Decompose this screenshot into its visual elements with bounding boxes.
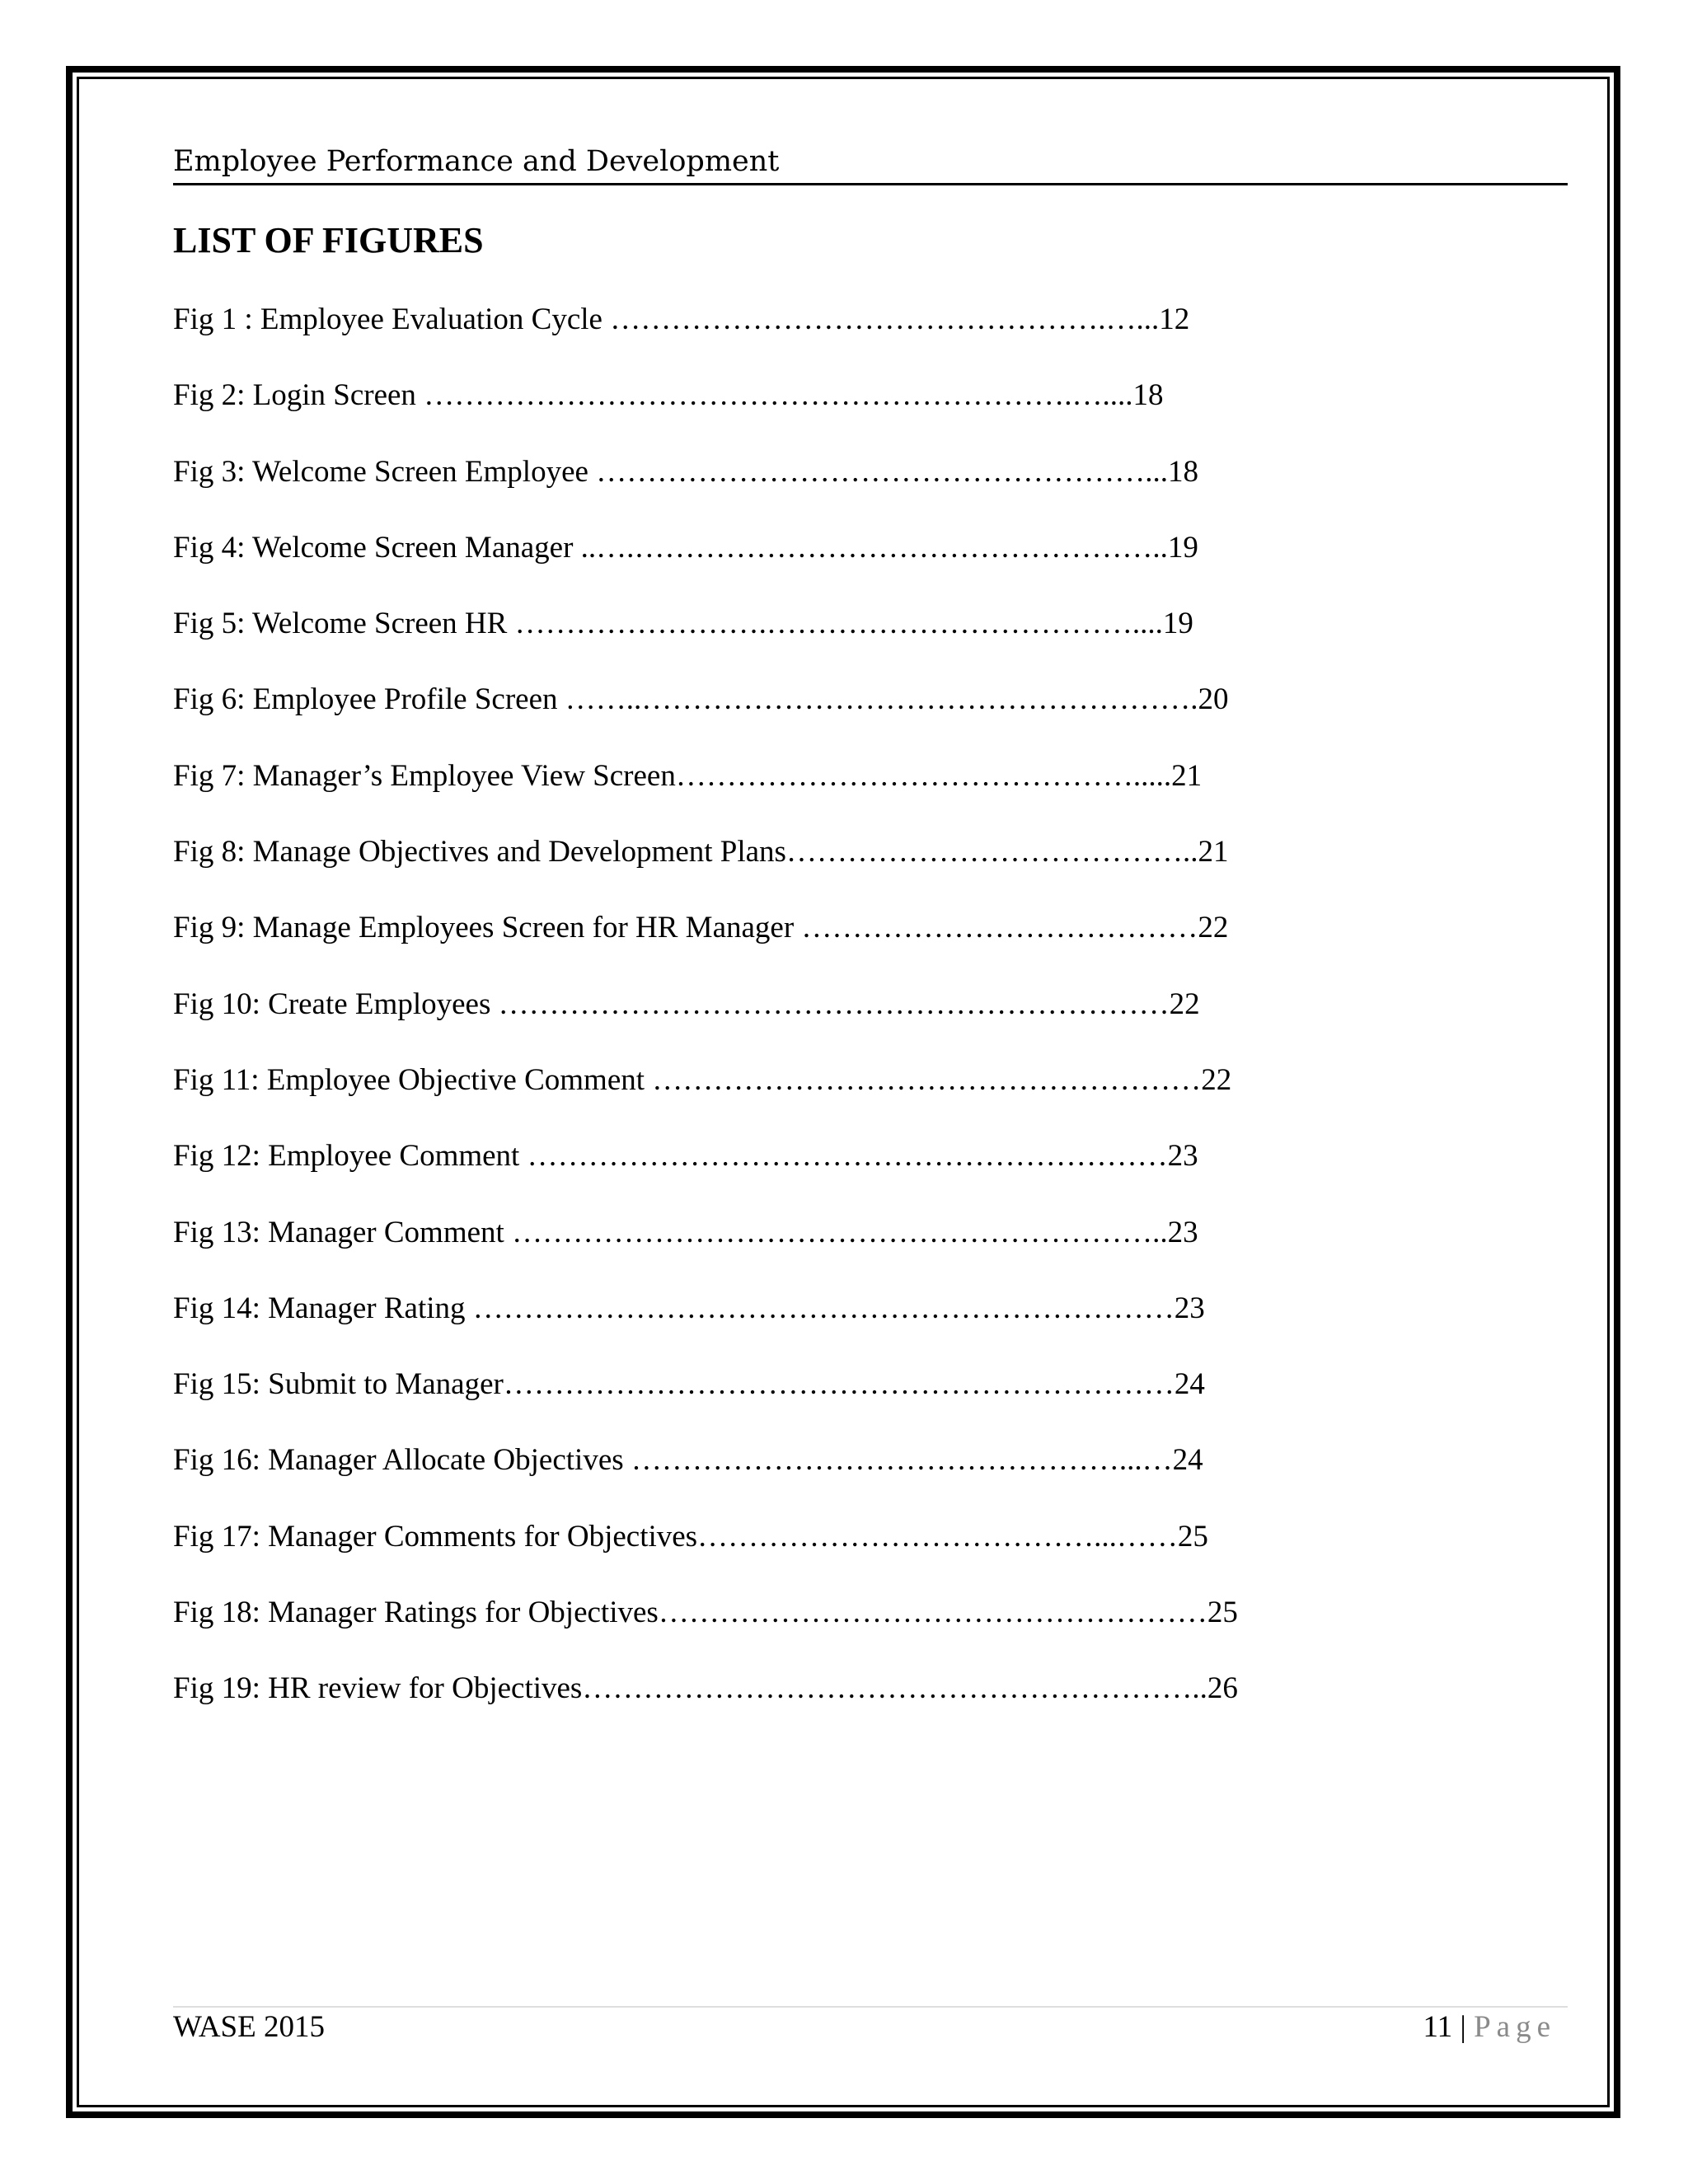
- figure-entry[interactable]: [173, 829, 1327, 905]
- figure-entry-leader: ……………………………………….....: [675, 758, 1172, 793]
- footer-organization: WASE 2015: [173, 2010, 325, 2044]
- figure-entry[interactable]: [173, 1210, 1327, 1286]
- figure-entry-leader: ……………………………………………………………: [472, 1291, 1175, 1325]
- figure-entry-leader: ………………………………………………………: [527, 1139, 1168, 1174]
- figure-entry-page: 26: [1207, 1671, 1238, 1706]
- figure-entry[interactable]: [173, 1666, 1327, 1741]
- figure-entry[interactable]: [173, 1361, 1327, 1437]
- figure-entry-label: Fig 18: Manager Ratings for Objectives: [173, 1596, 659, 1630]
- figure-entry[interactable]: [173, 297, 1327, 373]
- page-number-value: 11: [1423, 2010, 1453, 2044]
- figure-entry-label: Fig 8: Manage Objectives and Development Plans: [173, 835, 786, 869]
- figure-entry-page: 22: [1169, 987, 1200, 1021]
- figure-entry[interactable]: [173, 449, 1327, 525]
- figure-entry-label: Fig 6: Employee Profile Screen: [173, 682, 565, 717]
- figure-entry-page: 12: [1159, 302, 1190, 336]
- figure-entry[interactable]: [173, 1133, 1327, 1209]
- page-word: Page: [1474, 2010, 1556, 2044]
- figure-entry[interactable]: [173, 1514, 1327, 1590]
- figure-entry-leader: …………………………………...……: [697, 1519, 1178, 1554]
- section-title: LIST OF FIGURES: [173, 220, 484, 260]
- figure-entry-label: Fig 19: HR review for Objectives: [173, 1671, 583, 1706]
- figure-entry-page: 25: [1177, 1519, 1208, 1554]
- figure-entry-label: Fig 5: Welcome Screen HR: [173, 607, 515, 641]
- figure-entry-page: 23: [1167, 1215, 1198, 1249]
- page-number-separator: |: [1460, 2010, 1466, 2044]
- figure-entry-label: Fig 11: Employee Objective Comment: [173, 1062, 653, 1097]
- figure-entry-leader: ……..……………………………………………….: [565, 682, 1198, 717]
- figure-entry[interactable]: [173, 1437, 1327, 1513]
- figure-entry-label: Fig 15: Submit to Manager: [173, 1367, 504, 1402]
- figure-entry-leader: …………………………………………...…: [631, 1443, 1173, 1478]
- figure-entry-leader: ..….……………………………………………..: [580, 530, 1168, 565]
- figure-entry-label: Fig 14: Manager Rating: [173, 1291, 473, 1325]
- figure-entry[interactable]: [173, 1286, 1327, 1361]
- figure-entry-page: 20: [1198, 682, 1229, 717]
- figure-entry-label: Fig 16: Manager Allocate Objectives: [173, 1443, 631, 1478]
- figure-entry-label: Fig 4: Welcome Screen Manager: [173, 530, 581, 565]
- figure-entry-label: Fig 12: Employee Comment: [173, 1139, 528, 1174]
- figure-entry[interactable]: [173, 753, 1327, 829]
- figure-entry-page: 19: [1167, 530, 1198, 565]
- figure-entry-leader: ………………………………………………...: [596, 454, 1168, 489]
- figure-entry[interactable]: [173, 982, 1327, 1057]
- running-header-text: Employee Performance and Development: [173, 145, 780, 178]
- figure-entry-page: 22: [1198, 911, 1229, 945]
- figure-entry-leader: ………………………………………………: [652, 1062, 1202, 1097]
- figure-entry-label: Fig 1 : Employee Evaluation Cycle: [173, 302, 611, 336]
- figure-entry-page: 23: [1167, 1139, 1198, 1174]
- figure-entry-label: Fig 2: Login Screen: [173, 378, 424, 413]
- figure-entry-page: 24: [1172, 1443, 1203, 1478]
- figure-entry-leader: ………………………………………….…...: [610, 302, 1160, 336]
- figure-entry[interactable]: [173, 1590, 1327, 1666]
- figure-entry-page: 18: [1167, 454, 1198, 489]
- figure-entry-label: Fig 9: Manage Employees Screen for HR Manager: [173, 911, 802, 945]
- figure-entry-page: 19: [1162, 607, 1193, 641]
- figure-entry[interactable]: [173, 905, 1327, 981]
- list-of-figures: [173, 297, 1327, 1742]
- figure-entry-leader: ……………………………………………………..: [582, 1671, 1207, 1706]
- running-header: [173, 140, 1568, 185]
- footer-rule: [173, 2006, 1568, 2008]
- figure-entry-page: 23: [1174, 1291, 1205, 1325]
- figure-entry-label: Fig 7: Manager’s Employee View Screen: [173, 758, 676, 793]
- figure-entry-page: 22: [1201, 1062, 1232, 1097]
- figure-entry-leader: …………………………………………………………: [503, 1367, 1175, 1402]
- figure-entry-leader: ………………………………………………: [658, 1596, 1207, 1630]
- page-number: [1423, 2004, 1557, 2050]
- figure-entry-leader: …………………………………………………………: [498, 987, 1170, 1021]
- figure-entry-page: 25: [1207, 1596, 1238, 1630]
- figure-entry-leader: …………………………………: [801, 911, 1198, 945]
- figure-entry-leader: …………………….………………………………....: [514, 607, 1163, 641]
- figure-entry-label: Fig 10: Create Employees: [173, 987, 499, 1021]
- figure-entry-page: 18: [1132, 378, 1164, 413]
- figure-entry-page: 24: [1174, 1367, 1205, 1402]
- figure-entry-label: Fig 13: Manager Comment: [173, 1215, 513, 1249]
- figure-entry-label: Fig 17: Manager Comments for Objectives: [173, 1519, 698, 1554]
- figure-entry[interactable]: [173, 601, 1327, 677]
- figure-entry-page: 21: [1198, 835, 1229, 869]
- figure-entry[interactable]: [173, 1057, 1327, 1133]
- figure-entry[interactable]: [173, 525, 1327, 601]
- figure-entry-leader: ………………………………………………………..: [512, 1215, 1168, 1249]
- figure-entry-page: 21: [1171, 758, 1203, 793]
- figure-entry-label: Fig 3: Welcome Screen Employee: [173, 454, 597, 489]
- figure-entry-leader: …………………………………..: [785, 835, 1198, 869]
- figure-entry-leader: ……………………………………………………….…....: [424, 378, 1133, 413]
- figure-entry[interactable]: [173, 677, 1327, 752]
- figure-entry[interactable]: [173, 373, 1327, 448]
